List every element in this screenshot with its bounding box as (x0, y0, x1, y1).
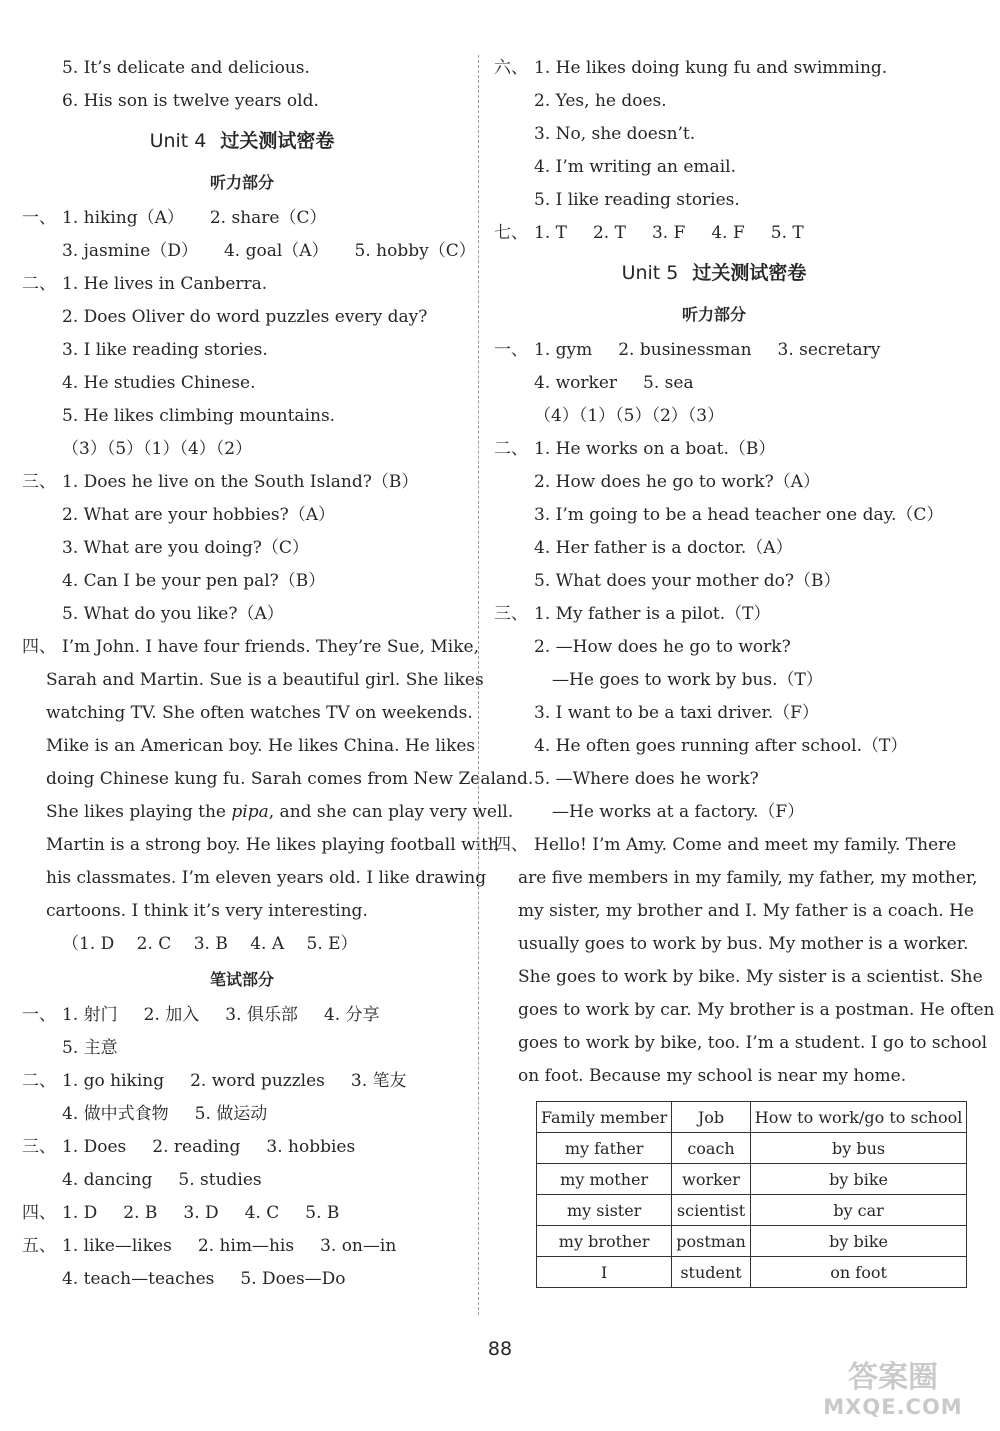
column-divider (478, 55, 479, 1315)
table-cell: by bus (750, 1133, 967, 1164)
section-row (22, 1197, 462, 1230)
answer-item: 2. T (592, 223, 626, 243)
answer-item: 1. He likes doing kung fu and swimming. (534, 58, 888, 78)
passage-line: Sarah and Martin. Sue is a beautiful girl. She likes (46, 670, 484, 690)
answer-item: 3. hobbies (266, 1137, 356, 1157)
table-cell: my father (537, 1133, 672, 1164)
passage-italic-word: pipa (231, 802, 269, 822)
answer-line: 3. I’m going to be a head teacher one day.（C） (534, 505, 944, 525)
watermark-text: 答案圈 (848, 1360, 938, 1395)
answer-item: 1. My father is a pilot.（T） (534, 604, 771, 624)
section-mark: 一、 (494, 340, 528, 360)
section-row (22, 202, 462, 235)
section-mark: 四、 (494, 835, 528, 855)
passage-line: goes to work by bike, too. I’m a student. I go to school (518, 1033, 988, 1053)
watermark-url: MXQE.COM (823, 1395, 963, 1419)
passage-line: usually goes to work by bus. My mother is a worker. (518, 934, 969, 954)
passage-line: Hello! I’m Amy. Come and meet my family. There (534, 835, 957, 855)
answer-item: 2. businessman (618, 340, 752, 360)
unit-title-text: 过关测试密卷 (692, 262, 807, 284)
answer-item: 5. 做运动 (194, 1104, 268, 1124)
table-header: Family member (537, 1102, 672, 1133)
answer-item: 4. dancing (62, 1170, 153, 1190)
answer-item: 4. 做中式食物 (62, 1104, 169, 1124)
section-mark: 一、 (22, 1005, 56, 1025)
section-mark: 四、 (22, 1203, 56, 1223)
section-mark: 二、 (494, 439, 528, 459)
table-row (537, 1164, 967, 1195)
table-cell: by bike (750, 1226, 967, 1257)
section-row (22, 1131, 462, 1164)
table-row (537, 1257, 967, 1288)
answer-item: 1. T (534, 223, 567, 243)
passage-line: cartoons. I think it’s very interesting. (46, 901, 368, 921)
table-row (537, 1226, 967, 1257)
passage-line: watching TV. She often watches TV on weekends. (46, 703, 473, 723)
table-header: How to work/go to school (750, 1102, 967, 1133)
section-mark: 二、 (22, 1071, 56, 1091)
table-cell: by bike (750, 1164, 967, 1195)
answer-item: 5. B (305, 1203, 340, 1223)
table-cell: postman (672, 1226, 751, 1257)
writing-header: 笔试部分 (209, 970, 274, 989)
answer-item: 4. teach—teaches (62, 1269, 215, 1289)
right-column (494, 52, 995, 1288)
section-row (494, 217, 934, 250)
answer-item: 4. C (244, 1203, 280, 1223)
passage-line: doing Chinese kung fu. Sarah comes from New Zealand. (46, 769, 534, 789)
table-cell: on foot (750, 1257, 967, 1288)
passage-line (22, 796, 514, 829)
section-row (22, 268, 462, 301)
section-row (22, 1164, 462, 1197)
section-row (494, 829, 957, 862)
table-cell: by car (750, 1195, 967, 1226)
answer-line: 4. He studies Chinese. (62, 373, 256, 393)
answer-item: 3. jasmine（D） (62, 241, 198, 261)
answer-item: 5. sea (643, 373, 694, 393)
table-cell: my brother (537, 1226, 672, 1257)
answer-item: 5. studies (178, 1170, 262, 1190)
answer-line: 5. What do you like?（A） (62, 604, 284, 624)
section-row (22, 1098, 462, 1131)
answer-item: 4. 分享 (323, 1005, 380, 1025)
answer-line: 4. I’m writing an email. (534, 157, 736, 177)
answer-item: 2. 加入 (143, 1005, 200, 1025)
answer-item: 2. share（C） (209, 208, 327, 228)
left-column (22, 52, 534, 1296)
answer-line: 4. He often goes running after school.（T） (534, 736, 908, 756)
table-header: Job (672, 1102, 751, 1133)
answer-item: 4. F (711, 223, 745, 243)
unit-title-text: 过关测试密卷 (220, 130, 335, 152)
answer-item: 1. like—likes (62, 1236, 172, 1256)
table-row (537, 1133, 967, 1164)
section-row (22, 631, 479, 664)
section-mark: 六、 (494, 58, 528, 78)
section-mark: 一、 (22, 208, 56, 228)
table-cell: student (672, 1257, 751, 1288)
answer-item: 1. gym (534, 340, 593, 360)
section-mark: 七、 (494, 223, 528, 243)
section-row (22, 235, 476, 268)
passage-text: She likes playing the (46, 802, 232, 822)
passage-line: are five members in my family, my father, my mother, (518, 868, 978, 888)
answer-line: 5. What does your mother do?（B） (534, 571, 841, 591)
passage-line: my sister, my brother and I. My father is a coach. He (518, 901, 974, 921)
passage-answers: （1. D 2. C 3. B 4. A 5. E） (62, 934, 358, 954)
answer-line: 3. I like reading stories. (62, 340, 268, 360)
answer-line: 5. I like reading stories. (534, 190, 740, 210)
answer-item: 1. He works on a boat.（B） (534, 439, 776, 459)
answer-item: 3. 俱乐部 (225, 1005, 298, 1025)
section-row (494, 367, 934, 400)
page-number: 88 (487, 1338, 513, 1360)
listening-header: 听力部分 (209, 173, 274, 192)
answer-order: （4）（1）（5）（2）（3） (534, 406, 725, 426)
table-cell: coach (672, 1133, 751, 1164)
answer-line: 3. No, she doesn’t. (534, 124, 696, 144)
listening-header: 听力部分 (681, 305, 746, 324)
answer-line: 5. 主意 (62, 1038, 118, 1058)
section-mark: 三、 (22, 472, 56, 492)
table-row (537, 1195, 967, 1226)
table-cell: worker (672, 1164, 751, 1195)
passage-line: goes to work by car. My brother is a postman. He often (518, 1000, 995, 1020)
answer-item: 1. D (62, 1203, 98, 1223)
answer-line: 5. It’s delicate and delicious. (62, 58, 310, 78)
section-mark: 三、 (22, 1137, 56, 1157)
answer-line: 2. How does he go to work?（A） (534, 472, 820, 492)
answer-item: 5. Does—Do (240, 1269, 346, 1289)
answer-line: 2. Does Oliver do word puzzles every day? (62, 307, 428, 327)
passage-line: Mike is an American boy. He likes China. He likes (46, 736, 476, 756)
answer-item: 2. B (123, 1203, 158, 1223)
answer-item: 3. D (183, 1203, 219, 1223)
section-row (494, 598, 934, 631)
section-row (22, 1263, 462, 1296)
unit4-title (22, 118, 462, 164)
table-header-row (537, 1102, 967, 1133)
answer-item: 1. Does he live on the South Island?（B） (62, 472, 419, 492)
answer-line: 3. What are you doing?（C） (62, 538, 309, 558)
passage-line: Martin is a strong boy. He likes playing football with (46, 835, 499, 855)
answer-item: 2. him—his (197, 1236, 295, 1256)
table-cell: my mother (537, 1164, 672, 1195)
answer-line: 6. His son is twelve years old. (62, 91, 319, 111)
passage-line: She goes to work by bike. My sister is a scientist. She (518, 967, 983, 987)
section-row (22, 1065, 462, 1098)
answer-line: 4. Can I be your pen pal?（B） (62, 571, 326, 591)
answer-item: 5. T (770, 223, 804, 243)
family-table (536, 1101, 967, 1288)
answer-item: 3. 笔友 (350, 1071, 407, 1091)
passage-line: I’m John. I have four friends. They’re Sue, Mike, (62, 637, 479, 657)
answer-item: 2. word puzzles (190, 1071, 325, 1091)
answer-line: 5. He likes climbing mountains. (62, 406, 336, 426)
answer-item: 5. hobby（C） (354, 241, 476, 261)
answer-item: 1. Does (62, 1137, 127, 1157)
passage-line: his classmates. I’m eleven years old. I like drawing (46, 868, 487, 888)
section-row (22, 999, 462, 1032)
answer-item: 1. go hiking (62, 1071, 165, 1091)
answer-line: —He works at a factory.（F） (552, 802, 805, 822)
unit5-title (494, 250, 934, 296)
answer-item: 3. on—in (320, 1236, 397, 1256)
answer-item: 4. goal（A） (223, 241, 329, 261)
answer-item: 1. He lives in Canberra. (62, 274, 268, 294)
answer-line: 2. Yes, he does. (534, 91, 667, 111)
answer-line: —He goes to work by bus.（T） (552, 670, 823, 690)
answer-item: 1. hiking（A） (62, 208, 184, 228)
answer-item: 2. reading (152, 1137, 241, 1157)
watermark-logo (808, 1362, 978, 1424)
section-row (22, 466, 462, 499)
answer-item: 1. 射门 (62, 1005, 118, 1025)
answer-line: 2. What are your hobbies?（A） (62, 505, 336, 525)
section-mark: 二、 (22, 274, 56, 294)
table-cell: my sister (537, 1195, 672, 1226)
passage-text: , and she can play very well. (268, 802, 514, 822)
answer-line: 4. Her father is a doctor.（A） (534, 538, 793, 558)
unit-label: Unit 5 (621, 262, 679, 284)
answer-line: 2. —How does he go to work? (534, 637, 791, 657)
table-cell: I (537, 1257, 672, 1288)
answer-line: 5. —Where does he work? (534, 769, 759, 789)
passage-line: on foot. Because my school is near my home. (518, 1066, 907, 1086)
section-row (494, 52, 934, 85)
section-mark: 五、 (22, 1236, 56, 1256)
answer-order: （3）（5）（1）（4）（2） (62, 439, 253, 459)
answer-line: 3. I want to be a taxi driver.（F） (534, 703, 819, 723)
section-row (494, 334, 934, 367)
answer-item: 4. worker (534, 373, 618, 393)
section-mark: 四、 (22, 637, 56, 657)
section-mark: 三、 (494, 604, 528, 624)
table-cell: scientist (672, 1195, 751, 1226)
answer-item: 3. F (651, 223, 686, 243)
unit-label: Unit 4 (149, 130, 207, 152)
section-row (22, 1230, 462, 1263)
answer-item: 3. secretary (777, 340, 881, 360)
section-row (494, 433, 934, 466)
